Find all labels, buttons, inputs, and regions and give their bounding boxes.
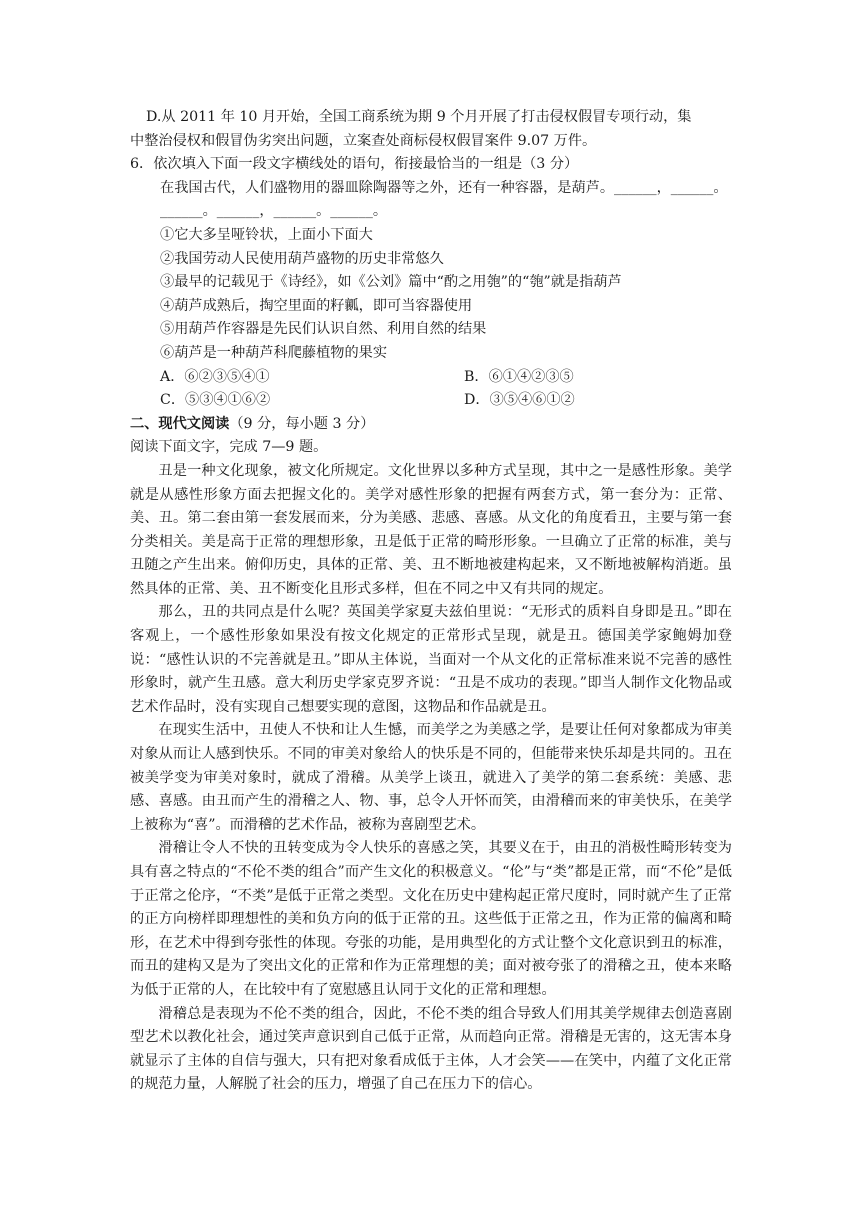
q6-item-5: ⑤用葫芦作容器是先民们认识自然、利用自然的结果 xyxy=(160,321,487,338)
q6-options-row-2 xyxy=(130,389,732,413)
q6-item-2: ②我国劳动人民使用葫芦盛物的历史非常悠久 xyxy=(160,250,444,267)
section-title: 二、现代文阅读 xyxy=(130,415,230,432)
section-heading xyxy=(130,413,732,437)
q5-option-d-line1: D.从 2011 年 10 月开始，全国工商系统为期 9 个月开展了打击侵权假冒专项行动，集 xyxy=(146,109,692,125)
q6-option-d: D．③⑤④⑥①② xyxy=(464,392,575,409)
q6-item-4: ④葫芦成熟后，掏空里面的籽瓤，即可当容器使用 xyxy=(160,297,473,314)
q6-item-3: ③最早的记载见于《诗经》，如《公刘》篇中“酌之用匏”的“匏”就是指葫芦 xyxy=(160,274,622,291)
q6-stem: 6．依次填入下面一段文字横线处的语句，衔接最恰当的一组是（3 分） xyxy=(130,156,579,173)
article-paragraph-1: 丑是一种文化现象，被文化所规定。文化世界以多种方式呈现，其中之一是感性形象。美学就是从感性形象方面去把握文化的。美学对感性形象的把握有两套方式，第一套分为：正常、美、丑。第二套由第一套发展而来，分为美感、悲感、喜感。从文化的角度看丑，主要与第一套分类相关。美是高于正常的理想形象，丑是低于正常的畸形形象。一旦确立了正常的标准，美与丑随之产生出来。俯仰历史，具体的正常、美、丑不断地被建构起来，又不断地被解构消逝。虽然具体的正常、美、丑不断变化且形式多样，但在不同之中又有共同的规定。 xyxy=(130,462,732,597)
q6-option-a: A．⑥②③⑤④① xyxy=(160,368,270,385)
q6-passage-line1: 在我国古代，人们盛物用的器皿除陶器等之外，还有一种容器，是葫芦。______，______。 xyxy=(160,179,728,196)
article-paragraph-2: 那么，丑的共同点是什么呢？英国美学家夏夫兹伯里说：“无形式的质料自身即是丑。”即在客观上，一个感性形象如果没有按文化规定的正常形式呈现，就是丑。德国美学家鲍姆加登说：“感性认识的不完善就是丑。”即从主体说，当面对一个从文化的正常标准来说不完善的感性形象时，就产生丑感。意大利历史学家克罗齐说：“丑是不成功的表现。”即当人制作文化物品或艺术作品时，没有实现自己想要实现的意图，这物品和作品就是丑。 xyxy=(130,604,732,715)
q6-item-1: ①它大多呈哑铃状，上面小下面大 xyxy=(160,226,373,243)
section-score-note: （9 分，每小题 3 分） xyxy=(229,415,375,432)
q6-passage-line2: ______。______，______。______。 xyxy=(160,203,388,220)
q6-item-6: ⑥葫芦是一种葫芦科爬藤植物的果实 xyxy=(160,344,388,361)
q6-option-b: B．⑥①④②③⑤ xyxy=(464,368,574,385)
article-paragraph-4: 滑稽让令人不快的丑转变成为令人快乐的喜感之笑，其要义在于，由丑的消极性畸形转变为具有喜之特点的“不伦不类的组合”而产生文化的积极意义。“伦”与“类”都是正常，而“不伦”是低于正常之伦序，“不类”是低于正常之类型。文化在历史中建构起正常尺度时，同时就产生了正常的正方向榜样即理想性的美和负方向的低于正常的丑。这些低于正常之丑，作为正常的偏离和畸形，在艺术中得到夸张性的体现。夸张的功能，是用典型化的方式让整个文化意识到丑的标准，而丑的建构又是为了突出文化的正常和作为正常理想的美；面对被夸张了的滑稽之丑，使本来略为低于正常的人，在比较中有了宽慰感且认同于文化的正常和理想。 xyxy=(130,840,732,998)
article-paragraph-3: 在现实生活中，丑使人不快和让人生憾，而美学之为美感之学，是要让任何对象都成为审美对象从而让人感到快乐。不同的审美对象给人的快乐是不同的，但能带来快乐却是共同的。丑在被美学变为审美对象时，就成了滑稽。从美学上谈丑，就进入了美学的第二套系统：美感、悲感、喜感。由丑而产生的滑稽之人、物、事，总令人开怀而笑，由滑稽而来的审美快乐，在美学上被称为“喜”。而滑稽的艺术作品，被称为喜剧型艺术。 xyxy=(130,722,732,833)
q6-options-row-1 xyxy=(130,366,732,390)
q6-option-c: C．⑤③④①⑥② xyxy=(160,392,271,409)
q5-option-d-line2: 中整治侵权和假冒伪劣突出问题，立案查处商标侵权假冒案件 9.07 万件。 xyxy=(130,132,597,149)
reading-instruction: 阅读下面文字，完成 7—9 题。 xyxy=(130,439,328,456)
article-paragraph-5: 滑稽总是表现为不伦不类的组合，因此，不伦不类的组合导致人们用其美学规律去创造喜剧型艺术以教化社会，通过笑声意识到自己低于正常，从而趋向正常。滑稽是无害的，这无害本身就显示了主体的自信与强大，只有把对象看成低于主体，人才会笑——在笑中，内蕴了文化正常的规范力量，人解脱了社会的压力，增强了自己在压力下的信心。 xyxy=(130,1005,732,1093)
